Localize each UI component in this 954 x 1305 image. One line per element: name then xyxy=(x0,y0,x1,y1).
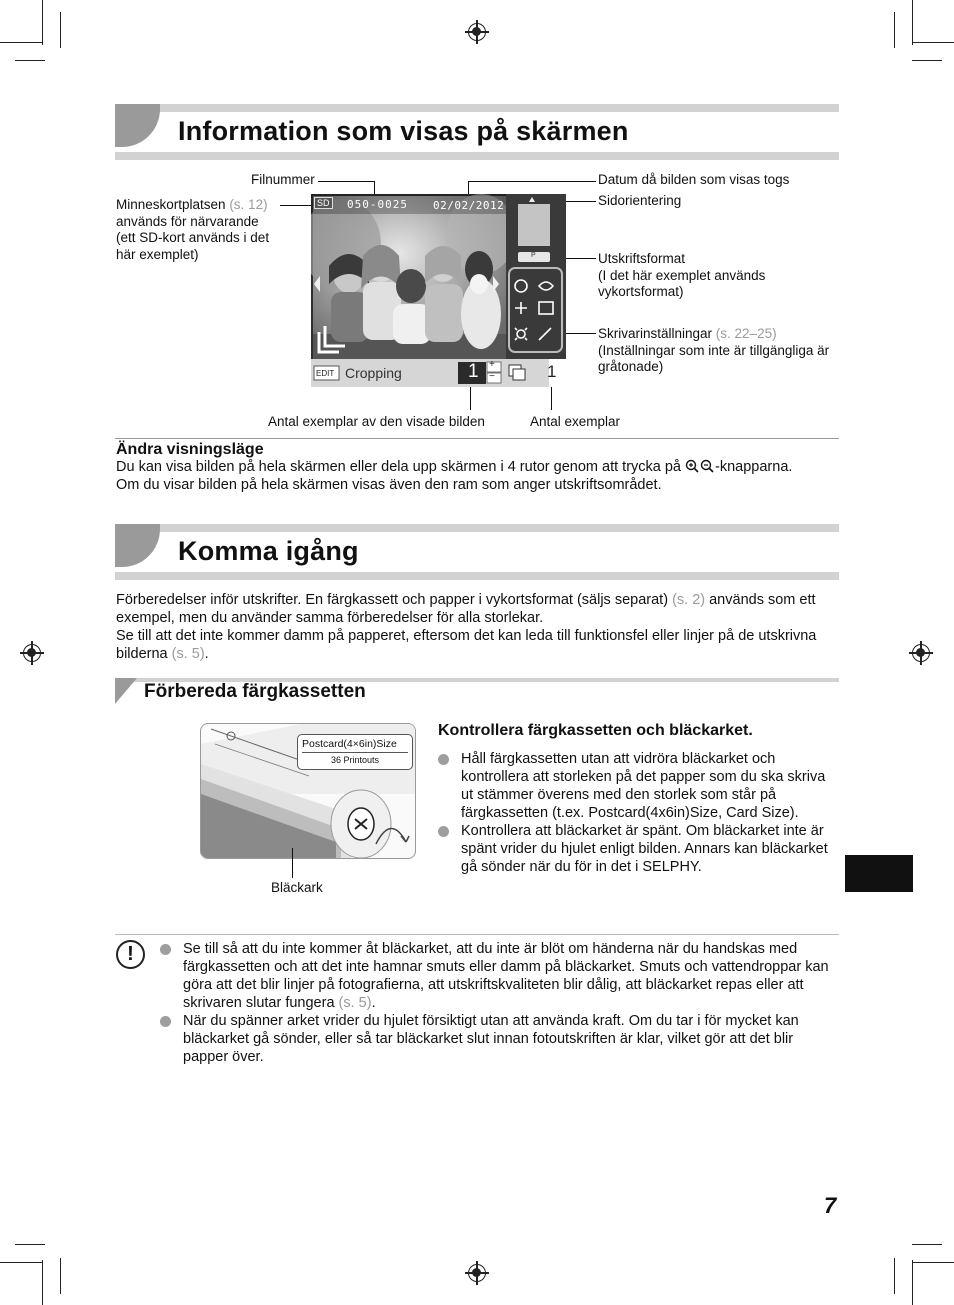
heading-bar xyxy=(115,152,839,160)
copies-minus: − xyxy=(489,371,495,382)
section-title: Komma igång xyxy=(178,536,359,566)
list-item: Se till så att du inte kommer åt bläckarket, att du inte är blöt om händerna när du handskas med färgkassetten och att det inte hamnar smuts eller damm på bläckarket. Smuts och vattendroppar kan göra att det blir linjer på fotografierna, att utskriftskvaliteten blir dålig, att bläckarket repas eller att skrivaren slutar fungera (s. 5). xyxy=(160,940,840,1012)
registration-mark-icon xyxy=(912,644,930,662)
chapter-tab xyxy=(845,855,913,892)
callout-skrivarinstallningar: Skrivarinställningar (s. 22–25) (Inställningar som inte är tillgängliga är gråtonade) xyxy=(598,326,830,374)
zoom-out-icon xyxy=(700,459,715,473)
crop-mark xyxy=(42,0,43,45)
divider xyxy=(115,934,839,935)
crop-mark xyxy=(912,60,942,61)
crop-mark xyxy=(15,60,45,61)
callout-utskriftsformat: Utskriftsformat (I det här exemplet används vykortsformat) xyxy=(598,251,766,299)
crop-mark xyxy=(0,42,42,43)
crop-mark xyxy=(912,0,913,45)
paper-format-label: P xyxy=(531,252,536,259)
caution-icon: ! xyxy=(116,940,145,969)
intro-text: Förberedelser inför utskrifter. En färgkassett och papper i vykortsformat (säljs separat) (s. 2) används som ett exempel, men du använder samma förberedelser för alla storlekar. Se till att det inte kommer damm på papperet, eftersom det kan leda till funktionsfel eller linjer på de utskrivna bilderna (s. 5). xyxy=(116,592,817,662)
heading-bar xyxy=(115,572,839,580)
cassette-illustration xyxy=(200,723,416,859)
check-heading: Kontrollera färgkassetten och bläckarket. xyxy=(438,722,753,739)
crop-mark xyxy=(912,1262,954,1263)
divider xyxy=(115,438,839,439)
crop-mark xyxy=(912,1244,942,1245)
callout-antal: Antal exemplar xyxy=(530,414,621,429)
callout-filnummer: Filnummer xyxy=(251,172,315,187)
copies-total: 1 xyxy=(547,362,557,381)
screen-photo xyxy=(311,194,566,387)
callout-blackark: Bläckark xyxy=(271,880,323,895)
sd-badge: SD xyxy=(314,197,333,209)
cassette-size-label: Postcard(4×6in)Size xyxy=(302,738,397,750)
edit-badge: EDIT xyxy=(316,369,335,378)
crop-mark xyxy=(15,1244,45,1245)
crop-mark xyxy=(894,12,895,48)
file-number: 050-0025 xyxy=(347,198,408,211)
copies-plus: + xyxy=(489,359,495,370)
crop-mark xyxy=(60,12,61,48)
registration-mark-icon xyxy=(468,23,486,41)
leader-line xyxy=(562,333,596,334)
list-item: Håll färgkassetten utan att vidröra bläckarket och kontrollera att storleken på det papper som du ska skriva ut stämmer överens med den storlek som står på färgkassetten (t.ex. Postcard(4x6in)Size, Card Size). xyxy=(438,750,838,822)
sub-heading: Ändra visningsläge xyxy=(116,441,264,458)
heading-tab xyxy=(115,524,160,567)
sub-text: Du kan visa bilden på hela skärmen eller dela upp skärmen i 4 rutor genom att trycka på -knapparna. Om du visar bilden på hela skärmen visas även den ram som anger utskriftsområdet. xyxy=(116,459,793,493)
crop-mark xyxy=(60,1258,61,1294)
registration-mark-icon xyxy=(23,644,41,662)
edit-mode: Cropping xyxy=(345,365,402,381)
check-list xyxy=(438,750,838,876)
registration-mark-icon xyxy=(468,1264,486,1282)
leader-line xyxy=(280,205,313,206)
copies-current: 1 xyxy=(468,361,479,382)
crop-mark xyxy=(42,1260,43,1305)
cassette-label-box xyxy=(297,734,413,770)
crop-mark xyxy=(894,1258,895,1294)
subsection-title: Förbereda färgkassetten xyxy=(144,681,366,702)
callout-datum: Datum då bilden som visas togs xyxy=(598,172,790,187)
cassette-printouts-label: 36 Printouts xyxy=(302,752,408,765)
leader-line xyxy=(292,848,293,878)
crop-mark xyxy=(0,1262,42,1263)
page-number: 7 xyxy=(824,1193,837,1218)
heading-bar xyxy=(115,104,839,112)
heading-tab xyxy=(115,104,160,147)
printer-screen xyxy=(311,194,566,387)
callout-sidorientering: Sidorientering xyxy=(598,193,682,208)
callout-antal-visade: Antal exemplar av den visade bilden xyxy=(268,414,485,429)
crop-mark xyxy=(912,42,954,43)
list-item: När du spänner arket vrider du hjulet försiktigt utan att använda kraft. Om du tar i för mycket kan bläckarket gå sönder, eller så tar bläckarket slut innan fotoutskriften är klar, vilket gör att det blir papper över. xyxy=(160,1012,840,1066)
crop-mark xyxy=(912,1260,913,1305)
leader-line xyxy=(318,181,374,182)
zoom-in-icon xyxy=(685,459,700,473)
heading-bar xyxy=(115,524,839,532)
list-item: Kontrollera att bläckarket är spänt. Om bläckarket inte är spänt vrider du hjulet enligt bilden. Annars kan bläckarket gå sönder när du för in det i SELPHY. xyxy=(438,822,838,876)
section-title: Information som visas på skärmen xyxy=(178,116,629,146)
caution-list xyxy=(160,940,840,1066)
photo-date: 02/02/2012 xyxy=(433,199,505,212)
callout-minneskort: Minneskortplatsen (s. 12) används för närvarande (ett SD-kort används i det här exemplet) xyxy=(116,197,270,262)
leader-line xyxy=(468,181,596,182)
